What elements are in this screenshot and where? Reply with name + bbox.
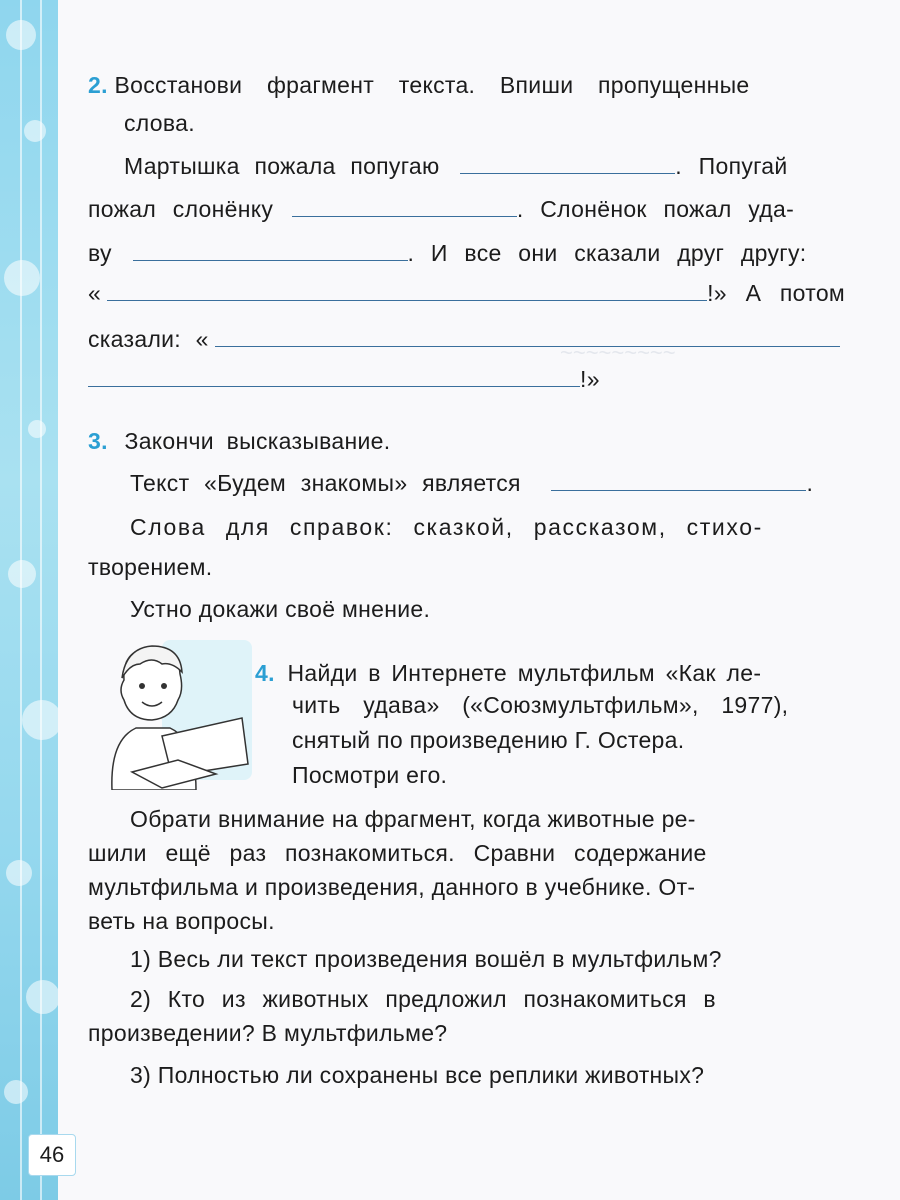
task2-line4 — [88, 196, 794, 223]
task2-instruction: Восстанови фрагмент текста. Впиши пропущенные — [114, 72, 750, 98]
task4-line5: Обрати внимание на фрагмент, когда животные ре- — [130, 806, 696, 832]
text-segment: . Попугай — [675, 153, 788, 179]
text-segment: ву — [88, 240, 112, 266]
task2-number: 2. — [88, 72, 108, 98]
task4-line4: Посмотри его. — [292, 762, 448, 788]
task4-number: 4. — [255, 660, 275, 686]
answer-blank-5a[interactable] — [215, 328, 840, 347]
page-number: 46 — [28, 1134, 76, 1176]
task3-line1 — [88, 428, 390, 455]
task3-line2 — [130, 470, 813, 497]
task4-instruction: Найди в Интернете мультфильм «Как ле- — [287, 660, 762, 686]
text-segment: . Слонёнок пожал уда- — [516, 196, 795, 222]
task4-line6: шили ещё раз познакомиться. Сравни содержание — [88, 840, 707, 866]
question-2a: 2) Кто из животных предложил познакомиться в — [130, 986, 716, 1012]
task3-line3: Слова для справок: сказкой, рассказом, стихо- — [130, 514, 763, 540]
text-segment: . И все они сказали друг другу: — [407, 240, 807, 266]
task2-line6 — [88, 280, 845, 307]
answer-blank-4[interactable] — [107, 282, 707, 301]
task3-line4: творением. — [88, 554, 213, 580]
task2-line1 — [88, 72, 750, 99]
task3-instruction: Закончи высказывание. — [124, 428, 391, 454]
task2-line3 — [124, 153, 788, 180]
task4-line8: веть на вопросы. — [88, 908, 275, 934]
task2-line2: слова. — [124, 110, 195, 136]
text-segment: « — [88, 280, 102, 306]
text-segment: пожал слонёнку — [88, 196, 274, 222]
task3-line5: Устно докажи своё мнение. — [130, 596, 431, 622]
task2-line7 — [88, 326, 840, 353]
task4-line1 — [255, 660, 761, 687]
answer-blank-6[interactable] — [551, 472, 806, 491]
task4-line7: мультфильма и произведения, данного в учебнике. От- — [88, 874, 696, 900]
text-segment: . — [806, 470, 814, 496]
text-segment: !» — [580, 366, 600, 392]
text-segment: сказали: « — [88, 326, 209, 352]
boy-with-laptop-illustration — [92, 640, 252, 790]
question-2b: произведении? В мультфильме? — [88, 1020, 448, 1046]
task2-line8 — [88, 366, 600, 393]
text-segment: !» А потом — [707, 280, 846, 306]
task3-number: 3. — [88, 428, 108, 454]
task2-line5 — [88, 240, 806, 267]
text-segment: Мартышка пожала попугаю — [124, 153, 440, 179]
answer-blank-2[interactable] — [292, 198, 517, 217]
question-1: 1) Весь ли текст произведения вошёл в мультфильм? — [130, 946, 722, 972]
text-segment: Текст «Будем знакомы» является — [130, 470, 521, 496]
bleed-through-text: ~~~~~~~~~ — [560, 340, 676, 365]
answer-blank-3[interactable] — [133, 242, 408, 261]
answer-blank-1[interactable] — [460, 155, 675, 174]
task4-line3: снятый по произведению Г. Остера. — [292, 727, 685, 753]
question-3: 3) Полностью ли сохранены все реплики животных? — [130, 1062, 705, 1088]
task4-line2: чить удава» («Союзмультфильм», 1977), — [292, 692, 789, 718]
answer-blank-5b[interactable] — [88, 368, 580, 387]
